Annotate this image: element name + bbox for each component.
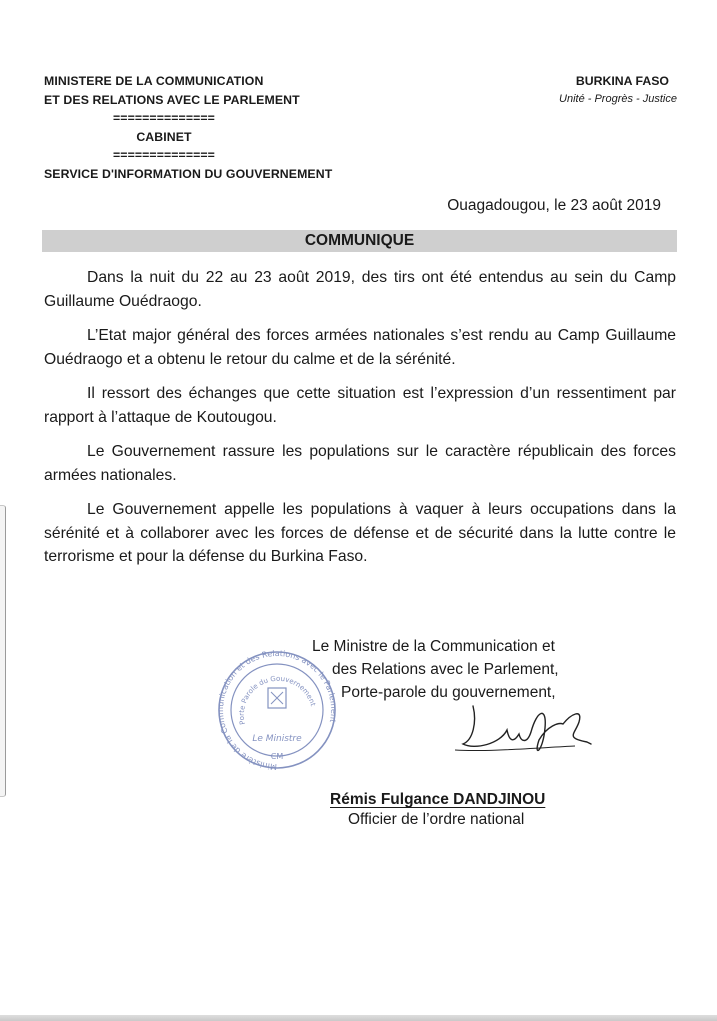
signature-line-1: Le Ministre de la Communication et xyxy=(312,638,555,655)
national-motto: Unité - Progrès - Justice xyxy=(559,92,677,105)
stamp-bottom-text: CM xyxy=(270,752,284,761)
paragraph: Il ressort des échanges que cette situation est l’expression d’un ressentiment par rapport à l’attaque de Koutougou. xyxy=(44,385,676,426)
ministry-line-1: MINISTERE DE LA COMMUNICATION xyxy=(44,74,264,88)
communique-body xyxy=(44,266,676,580)
country-header xyxy=(477,72,677,107)
document-title: COMMUNIQUE xyxy=(42,230,677,252)
signer-title: Officier de l’ordre national xyxy=(348,811,525,828)
paragraph: Dans la nuit du 22 au 23 août 2019, des tirs ont été entendus au sein du Camp Guillaume Ouédraogo. xyxy=(44,269,676,310)
ministry-line-2: ET DES RELATIONS AVEC LE PARLEMENT xyxy=(44,92,300,107)
ministry-header xyxy=(44,72,404,184)
service-label: SERVICE D'INFORMATION DU GOUVERNEMENT xyxy=(44,166,333,181)
separator-top: ============== xyxy=(113,111,215,126)
separator-bottom: ============== xyxy=(113,148,215,163)
paragraph: Le Gouvernement appelle les populations à vaquer à leurs occupations dans la sérénité et à collaborer avec les forces de défense et de sécurité dans la lutte contre le terrorisme et pour la défense du Burkina Faso. xyxy=(44,501,676,565)
paragraph: Le Gouvernement rassure les populations sur le caractère républicain des forces armées nationales. xyxy=(44,443,676,484)
stamp-center-text: Le Ministre xyxy=(252,734,302,744)
signature-line-2: des Relations avec le Parlement, xyxy=(332,660,559,678)
paragraph: L’Etat major général des forces armées nationales s’est rendu au Camp Guillaume Ouédraogo et a obtenu le retour du calme et de la sérénité. xyxy=(44,327,676,368)
cabinet-label: CABINET xyxy=(136,129,192,144)
country-name: BURKINA FASO xyxy=(575,74,669,88)
signature-line-3: Porte-parole du gouvernement, xyxy=(341,683,556,701)
stamp-ring-text: Ministère de la Communication et des Relations avec le Parlement xyxy=(215,648,339,772)
adjacent-page-edge xyxy=(0,505,6,797)
signer-name: Rémis Fulgance DANDJINOU xyxy=(330,791,546,808)
page-bottom-edge xyxy=(0,1015,717,1021)
place-date: Ouagadougou, le 23 août 2019 xyxy=(447,197,661,214)
handwritten-signature-icon xyxy=(455,700,605,760)
stamp-inner-text: Porte Parole du Gouvernement xyxy=(237,674,317,726)
signature-block xyxy=(312,636,559,704)
